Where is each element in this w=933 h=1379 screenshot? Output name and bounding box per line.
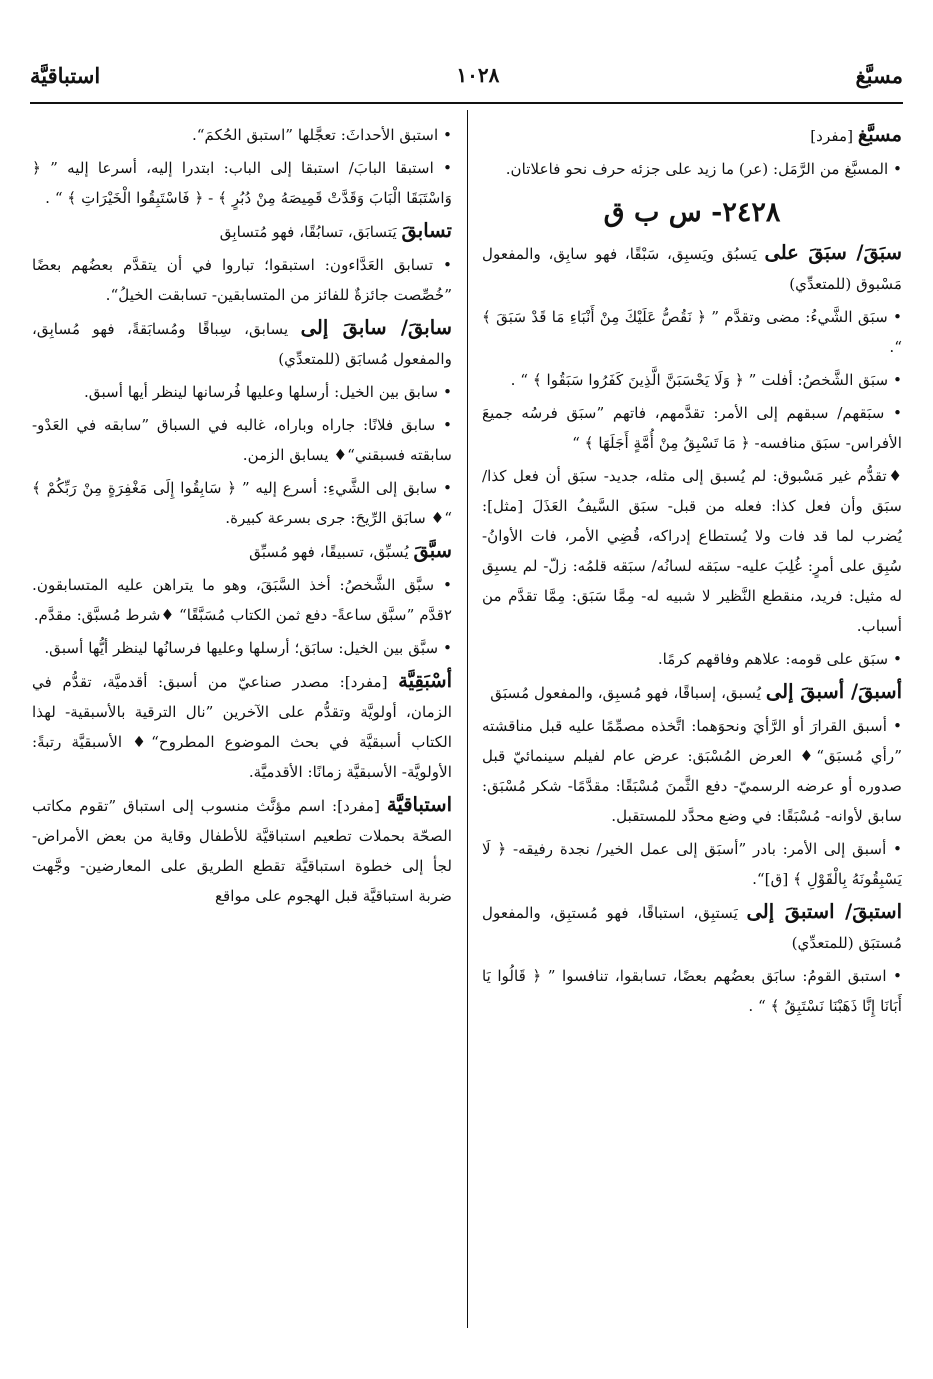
entry-inflection: يُسبِّق، تسبيقًا، فهو مُسبِّق bbox=[249, 543, 414, 561]
column-divider bbox=[467, 110, 468, 1328]
definition-paragraph: • سابق بين الخيل: أرسلها وعليها فُرسانها لينظر أيها أسبق. bbox=[83, 383, 452, 401]
dictionary-entry bbox=[32, 216, 452, 247]
dictionary-entry bbox=[482, 120, 902, 151]
entry-inflection: يَستبِق، استباقًا، فهو مُستبِق، والمفعول مُستبَق (للمتعدِّي) bbox=[482, 904, 902, 952]
definition-paragraph: • سبَق على قومه: علاهم وفاقهم كرمًا. bbox=[657, 650, 902, 668]
definition-paragraph: • سبَّق الشَّخصُ: أخذ السَّبَقَ، وهو ما يتراهن عليه المتسابقون. ٢قدَّم ”سبَّق ساعةً- دفع ثمن الكتاب مُسَبَّقًا“ ♦شرط مُسبَّق: مقدَّم. bbox=[32, 576, 452, 624]
headword: استباقيَّة bbox=[386, 793, 452, 816]
definition-paragraph: • سابق إلى الشَّيءِ: أسرع إليه ” ﴿ سَابِقُوا إِلَى مَغْفِرَةٍ مِنْ رَبِّكُمْ ﴾ “♦ سابَق الرِّيحَ: جرى بسرعة كبيرة. bbox=[32, 479, 452, 527]
root-heading: ٢٤٢٨- س ب ق bbox=[603, 197, 781, 228]
definition-paragraph: • أسبق إلى الأمر: بادر ”أسبَق إلى عمل الخير/ نجدة رفيقه- ﴿ لَا يَسْبِقُونَهُ بِالْقَوْلِ ﴾ [ق]“. bbox=[482, 840, 902, 888]
dictionary-entry bbox=[482, 677, 902, 708]
dictionary-entry bbox=[32, 536, 452, 567]
dictionary-entry bbox=[482, 897, 902, 958]
definition-paragraph: • استبق القومُ: سابَق بعضُهم بعضًا، تسابقوا، تنافسوا ” ﴿ قَالُوا يَا أَبَانَا إِنَّا ذَهَبْنَا نَسْتَبِقُ ﴾ “ . bbox=[482, 967, 902, 1015]
definition-paragraph: • سبَقهم/ سبقهم إلى الأمر: تقدَّمهم، فاتهم ”سبَق فرسُه جميعَ الأفراس- سبَق منافسه- ﴿ مَا تَسْبِقُ مِنْ أُمَّةٍ أَجَلَهَا ﴾ “ bbox=[482, 404, 902, 452]
definition-paragraph: • سبَق الشَّيءُ: مضى وتقدَّم ” ﴿ نَقُصُّ عَلَيْكَ مِنْ أَنْبَاءِ مَا قَدْ سَبَقَ ﴾ “. bbox=[482, 308, 902, 356]
definition-paragraph: ♦تقدُّم غير مَسْبوق: لم يُسبق إلى مثله، جديد- سبَق أن فعل كذا/ سبَق وأن فعل كذا: فعله من قبل- سبَق السَّيفُ العَذَلَ [مثل]: يُضرب لما قد فات ولا يُستطاع إدراكه، قُضِي الأمر، فات الأوانُ- سُبِق على أمرٍ: غُلِبَ عليه- سبَقه لسانُه/ سبَقه قلمُه: زلّ- لم يسبِق له مثيل: فريد، منقطع النَّظير لا شبيه له- مِمَّا سَبَق: مِمَّا تقدَّم من أسباب. bbox=[482, 467, 902, 635]
dictionary-entry bbox=[32, 313, 452, 374]
entry-inflection: يُسبق، إسباقًا، فهو مُسبِق، والمفعول مُسبَق bbox=[490, 684, 766, 702]
entry-inflection: [مفرد]: اسم مؤنَّث منسوب إلى استباق ”تقوم مكاتب الصحّة بحملات تطعيم استباقيَّة للأطفال وقاية من بعض الأمراض- لجأ إلى خطوة استباقيَّة تقطع الطريق على المعارضين- وجَّهت ضربة استباقيَّة قبل الهجوم على مواقع bbox=[32, 797, 452, 905]
entry-inflection: يَسبُق ويَسبِق، سَبْقًا، فهو سابِق، والمفعول مَسْبوق (للمتعدِّي) bbox=[482, 245, 902, 293]
definition-paragraph: • سبَّق بين الخيل: سابَق؛ أرسلها وعليها فرسانُها لينظر أيُّها أسبق. bbox=[44, 639, 452, 657]
definition-paragraph: • سبَق الشَّخصُ: أفلت ” ﴿ وَلَا يَحْسَبَنَّ الَّذِينَ كَفَرُوا سَبَقُوا ﴾ “ . bbox=[510, 371, 902, 389]
entry-inflection: يسابق، سِباقًا ومُسابَقةً، فهو مُسابِق، والمفعول مُسابَق (للمتعدِّي) bbox=[32, 320, 452, 368]
entry-inflection: [مفرد] bbox=[810, 127, 858, 145]
page-number: ١٠٢٨ bbox=[456, 63, 500, 87]
dictionary-entry bbox=[32, 666, 452, 787]
headword: سبَّقَ bbox=[413, 539, 452, 562]
headword: سابقَ/ سابقَ إلى bbox=[300, 316, 452, 339]
definition-paragraph: • تسابق العَدَّاءون: استبقوا؛ تباروا في أن يتقدَّم بعضُهم بعضًا ”خُصِّصت جائزةٌ للفائز من المتسابقين- تسابقت الخيلُ“. bbox=[32, 256, 452, 304]
definition-paragraph: • استبقا البابَ/ استبقا إلى الباب: ابتدرا إليه، أسرعا إليه ” ﴿ وَاسْتَبَقَا الْبَابَ وَقَدَّتْ قَمِيصَهُ مِنْ دُبُرٍ ﴾ - ﴿ فَاسْتَبِقُوا الْخَيْرَاتِ ﴾ “ . bbox=[32, 159, 452, 207]
definition-paragraph: • المسبَّغ من الرَّمَل: (عر) ما زيد على جزئه حرف نحو فاعلاتان. bbox=[505, 160, 902, 178]
header-rule bbox=[30, 102, 903, 104]
entry-inflection: يَتسابَق، تسابُقًا، فهو مُتسابِق bbox=[219, 223, 402, 241]
definition-paragraph: • أسبق القرارَ أو الرَّأيَ ونحوَهما: اتَّخذه مصمِّمًا عليه قبل مناقشته ”رأي مُسبَق“♦ العرض المُسْبَق: عرض عام لفيلم سينمائيّ قبل صدوره أو عرضه الرسميّ- دفع الثَّمنَ مُسْبَقًا: مقدَّمًا- شكر مُسْبَق: سابق لأوانه- مُسْبَقًا: في وضع محدَّد للمستقبل. bbox=[482, 717, 902, 825]
page-header bbox=[30, 58, 903, 92]
headword: أسْبَقِيَّة bbox=[398, 669, 452, 692]
headword: مسبَّغ bbox=[857, 123, 902, 146]
dictionary-entry bbox=[32, 790, 452, 911]
headword: تسابقَ bbox=[401, 219, 452, 242]
header-guide-word-last: استباقيَّة bbox=[30, 62, 101, 88]
definition-paragraph: • استبق الأحداثَ: تعجَّلها ”استبق الحُكمَ“. bbox=[191, 126, 452, 144]
headword: سبَقَ/ سبَقَ على bbox=[764, 241, 902, 264]
entry-inflection: [مفرد]: مصدر صناعيّ من أسبق: أقدميَّة، تقدُّم في الزمان، أولويَّة وتقدُّم على الآخرين ”نال الترقية بالأسبقية- لهذا الكتاب أسبقيَّة في بحث الموضوع المطروح“♦ الأسبقيَّة رتبةً: الأولويَّة- الأسبقيَّة زمانًا: الأقدميَّة. bbox=[32, 673, 452, 781]
left-column bbox=[32, 120, 452, 1325]
headword: استبقَ/ استبقَ إلى bbox=[746, 900, 902, 923]
headword: أسبقَ/ أسبقَ إلى bbox=[765, 680, 902, 703]
right-column bbox=[482, 120, 902, 1325]
dictionary-entry bbox=[482, 238, 902, 299]
header-guide-word-first: مسبَّغ bbox=[855, 62, 903, 88]
definition-paragraph: • سابق فلانًا: جاراه وباراه، غالبه في السباق ”سابقه في العَدْو- سابقته فسبقني“♦ يسابق الزمن. bbox=[32, 416, 452, 464]
